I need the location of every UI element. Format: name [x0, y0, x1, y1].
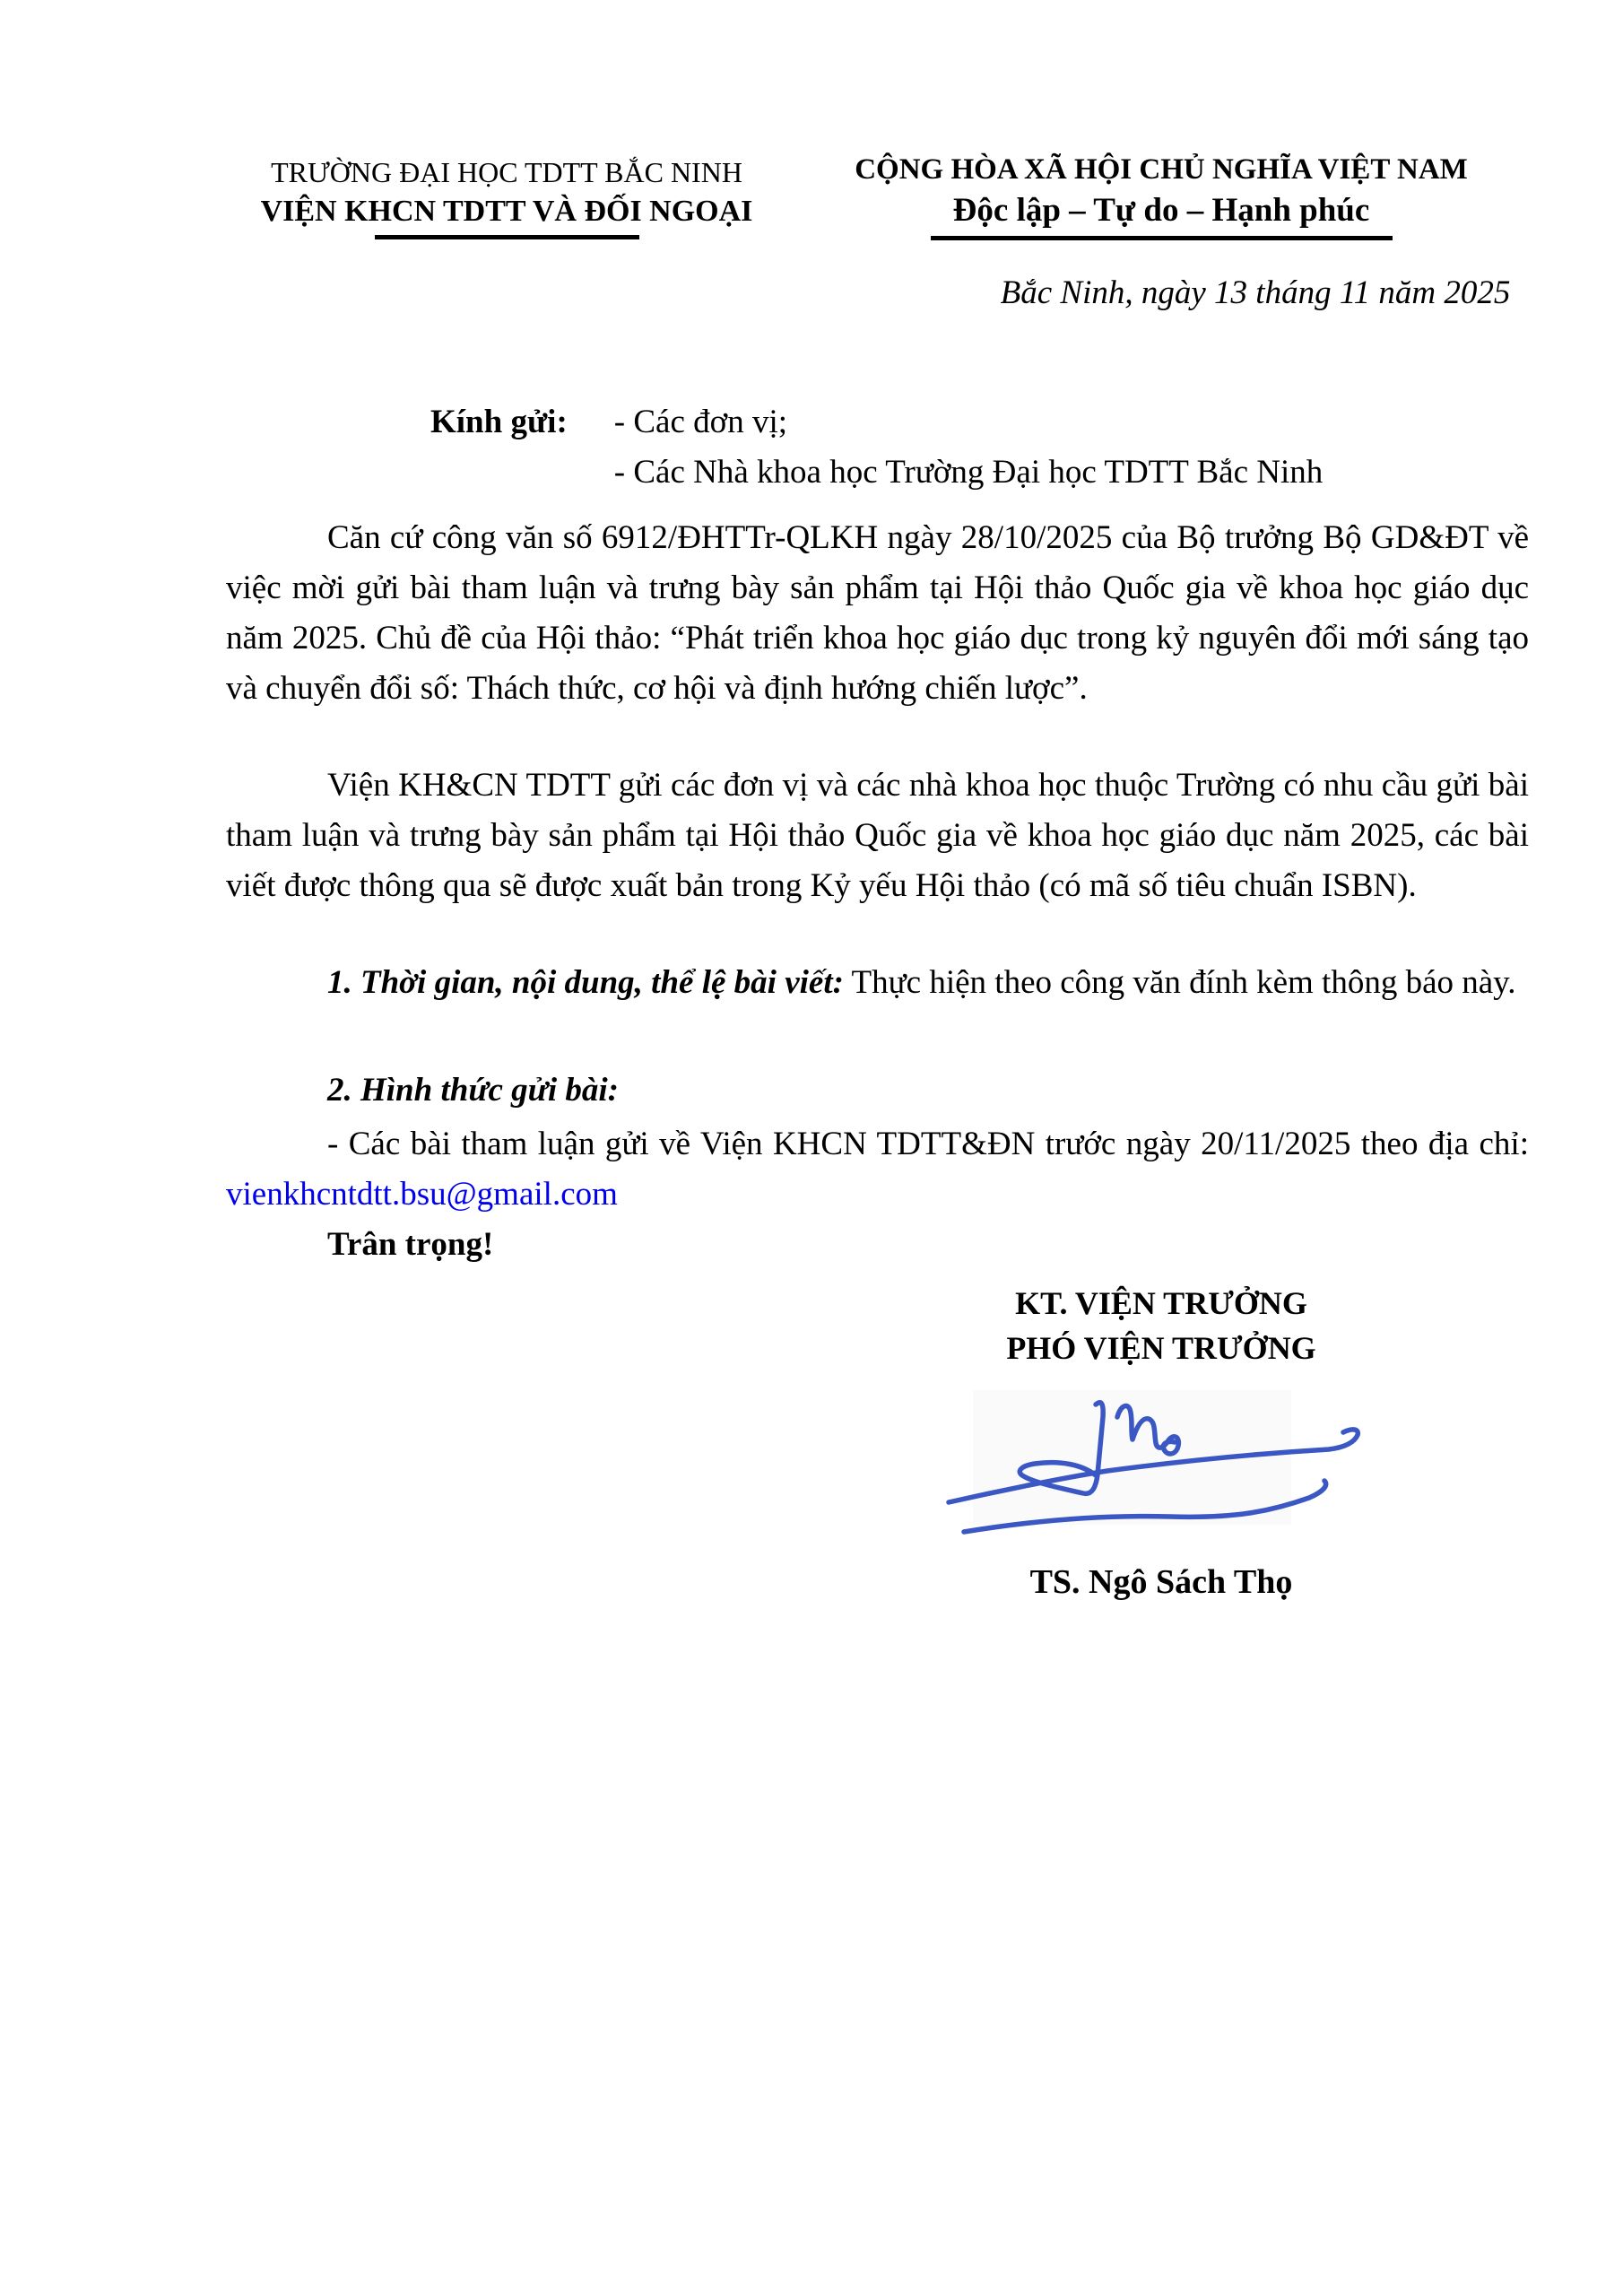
- paragraph-basis: Căn cứ công văn số 6912/ĐHTTr-QLKH ngày 28/10/2025 của Bộ trưởng Bộ GD&ĐT về việc mời gửi bài tham luận và trưng bày sản phẩm tại Hội thảo Quốc gia về khoa học giáo dục năm 2025. Chủ đề của Hội thảo: “Phát triển khoa học giáo dục trong kỷ nguyên đổi mới sáng tạo và chuyển đổi số: Thách thức, cơ hội và định hướng chiến lược”.: [226, 519, 1529, 707]
- submission-email-link[interactable]: vienkhcntdtt.bsu@gmail.com: [226, 1176, 618, 1213]
- closing-phrase: Trân trọng!: [327, 1226, 494, 1263]
- section-1-heading: 1. Thời gian, nội dung, thể lệ bài viết:: [327, 964, 844, 1001]
- national-motto: Độc lập – Tự do – Hạnh phúc: [952, 192, 1370, 229]
- recipient-item: - Các đơn vị;: [613, 404, 788, 440]
- section-2: [226, 1065, 1529, 1116]
- signer-name: TS. Ngô Sách Thọ: [1029, 1563, 1293, 1601]
- org-unit-name: VIỆN KHCN TDTT VÀ ĐỐI NGOẠI: [260, 195, 753, 228]
- national-header-block: [789, 149, 1533, 240]
- section-2-heading: 2. Hình thức gửi bài:: [327, 1072, 619, 1109]
- recipient-item: - Các Nhà khoa học Trường Đại học TDTT Bắc Ninh: [613, 454, 1324, 491]
- paragraph-invitation: Viện KH&CN TDTT gửi các đơn vị và các nhà khoa học thuộc Trường có nhu cầu gửi bài tham luận và trưng bày sản phẩm tại Hội thảo Quốc gia về khoa học giáo dục năm 2025, các bài viết được thông qua sẽ được xuất bản trong Kỷ yếu Hội thảo (có mã số tiêu chuẩn ISBN).: [226, 767, 1529, 904]
- recipient-list: [614, 397, 1323, 498]
- section-1: [226, 958, 1529, 1008]
- submission-text: - Các bài tham luận gửi về Viện KHCN TDTT&ĐN trước ngày 20/11/2025 theo địa chỉ:: [327, 1126, 1529, 1162]
- org-parent-name: TRƯỜNG ĐẠI HỌC TDTT BẮC NINH: [271, 156, 742, 188]
- signature-image: [924, 1388, 1381, 1550]
- handwritten-signature-icon: [924, 1388, 1381, 1550]
- signer-title-kt: KT. VIỆN TRƯỞNG: [1015, 1285, 1307, 1321]
- submission-instruction: [226, 1119, 1529, 1220]
- national-title: CỘNG HÒA XÃ HỘI CHỦ NGHĨA VIỆT NAM: [855, 153, 1468, 186]
- signer-title-block: [897, 1281, 1426, 1370]
- salutation-block: [430, 397, 1323, 498]
- motto-underline: [931, 236, 1393, 240]
- section-1-text: Thực hiện theo công văn đính kèm thông báo này.: [843, 964, 1516, 1001]
- issuing-org-block: [215, 152, 798, 239]
- org-underline: [375, 235, 639, 239]
- place-date-line: Bắc Ninh, ngày 13 tháng 11 năm 2025: [1000, 274, 1511, 311]
- salutation-label: Kính gửi:: [430, 404, 568, 440]
- signer-title-deputy: PHÓ VIỆN TRƯỞNG: [1006, 1330, 1316, 1366]
